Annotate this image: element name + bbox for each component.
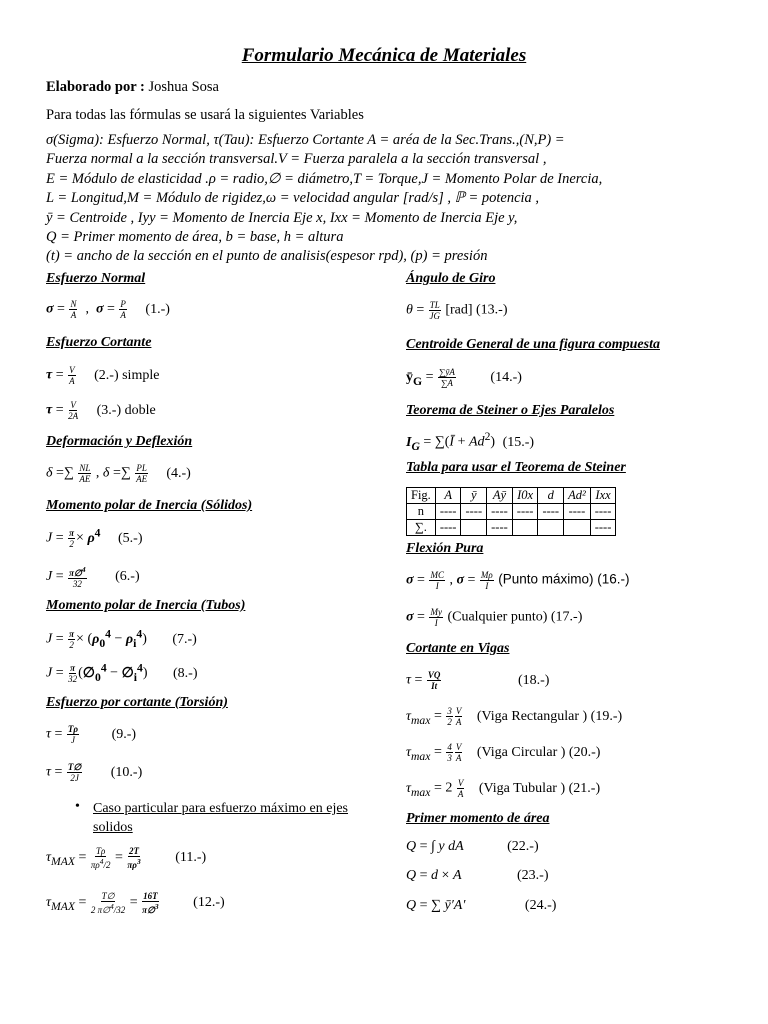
bullet-point: • xyxy=(75,799,80,814)
variables-block xyxy=(46,131,736,267)
equation-number: (Punto máximo) (16.-) xyxy=(498,571,630,587)
formula-12: $\tau_{MAX}$ = $\frac{T\emptyset}{2 \pi\emptyset^4/32}$ = $\frac{16T}{\pi\emptyset^3}$ (12.-) xyxy=(46,891,225,915)
formula-13: θ = $\frac{TL}{JG}$ [rad] (13.-) xyxy=(406,300,508,321)
equation-number: [rad] (13.-) xyxy=(445,302,508,318)
formula-19: $\tau_{max}$ = $\frac{3}{2}$ $\frac{V}{A}$ (Viga Rectangular ) (19.-) xyxy=(406,706,623,727)
formula-24: Q = ∑ ȳ′A′ (24.-) xyxy=(406,898,557,913)
table-cell: ---- xyxy=(590,520,616,536)
formula-22: Q = ∫ y dA (22.-) xyxy=(406,839,539,854)
table-cell: ---- xyxy=(435,504,461,520)
equation-number: (3.-) doble xyxy=(96,402,156,418)
table-cell: ---- xyxy=(487,520,513,536)
formula-5: J = $\frac{\pi}{2}$ × $\rho^4$ (5.-) xyxy=(46,526,143,549)
equation-number: (12.-) xyxy=(193,895,225,911)
equation-number: (Viga Tubular ) (21.-) xyxy=(478,780,601,796)
equation-number: (9.-) xyxy=(111,726,137,742)
heading-cortante-vigas: Cortante en Vigas xyxy=(406,641,510,656)
table-cell xyxy=(461,520,487,536)
formula-9: τ = $\frac{T\rho}{J}$ (9.-) xyxy=(46,724,137,745)
equation-number: (6.-) xyxy=(115,569,140,585)
equation-number: (14.-) xyxy=(490,369,522,385)
equation-number: (1.-) xyxy=(145,301,170,317)
variables-line: ȳ = Centroide , Iyy = Momento de Inercia Eje x, Ixx = Momento de Inercia Eje y, xyxy=(46,209,518,226)
table-cell: ---- xyxy=(461,504,487,520)
equation-number: (Viga Rectangular ) (19.-) xyxy=(476,708,623,724)
heading-esfuerzo-cortante: Esfuerzo Cortante xyxy=(46,335,152,350)
table-cell: ---- xyxy=(512,504,538,520)
table-cell: ---- xyxy=(564,504,591,520)
heading-primer-momento: Primer momento de área xyxy=(406,811,550,826)
formula-8: J = $\frac{\pi}{32}$ ($\emptyset_0^4$ − $\emptyset_i^4$) (8.-) xyxy=(46,661,198,684)
table-cell: I0x xyxy=(512,488,538,504)
page-title: Formulario Mecánica de Materiales xyxy=(241,45,527,66)
variables-line: L = Longitud,M = Módulo de rigidez,ω = velocidad angular [rad/s] , ℙ = potencia , xyxy=(46,190,540,207)
equation-number: (23.-) xyxy=(517,868,549,883)
heading-polar-tubos: Momento polar de Inercia (Tubos) xyxy=(46,598,246,613)
table-cell: d xyxy=(538,488,564,504)
table-cell: ȳ xyxy=(461,488,487,504)
equation-number: (5.-) xyxy=(118,530,143,546)
heading-deformacion: Deformación y Deflexión xyxy=(46,434,193,449)
heading-torsion: Esfuerzo por cortante (Torsión) xyxy=(46,695,228,710)
author-line xyxy=(46,79,219,96)
heading-steiner: Teorema de Steiner o Ejes Paralelos xyxy=(406,403,615,418)
formula-17: σ = $\frac{My}{I}$ (Cualquier punto) (17.-) xyxy=(406,607,583,628)
table-cell: Ixx xyxy=(590,488,616,504)
table-cell: ---- xyxy=(590,504,616,520)
formula-6: J = $\frac{\pi\emptyset^4}{32}$ (6.-) xyxy=(46,565,140,589)
formula-3: τ = $\frac{V}{2A}$ (3.-) doble xyxy=(46,400,156,421)
author-name: Joshua Sosa xyxy=(144,79,219,95)
formula-1: σ = $\frac{N}{A}$ , σ = $\frac{P}{A}$ (1.-) xyxy=(46,299,170,320)
equation-number: (Cualquier punto) (17.-) xyxy=(447,609,583,625)
formula-2: τ = $\frac{V}{A}$ (2.-) simple xyxy=(46,365,160,386)
steiner-table xyxy=(406,487,616,536)
formula-10: τ = $\frac{T\emptyset}{2J}$ (10.-) xyxy=(46,762,143,783)
formula-7: J = $\frac{\pi}{2}$ × $(\rho_0^4 - \rho_i^4)$ (7.-) xyxy=(46,627,197,650)
table-cell: ---- xyxy=(435,520,461,536)
equation-number: (10.-) xyxy=(110,764,143,780)
equation-number: (11.-) xyxy=(175,850,207,866)
formula-14: $ȳ_G$ = $\frac{\sum ȳA}{\sum A}$ (14.-) xyxy=(406,367,522,388)
heading-esfuerzo-normal: Esfuerzo Normal xyxy=(46,271,146,286)
equation-number: (2.-) simple xyxy=(94,367,160,383)
variables-line: Fuerza normal a la sección transversal.V = Fuerza paralela a la sección transversal , xyxy=(46,151,547,168)
table-row xyxy=(407,520,616,536)
table-cell xyxy=(512,520,538,536)
table-cell: ∑. xyxy=(407,520,436,536)
variables-line: (t) = ancho de la sección en el punto de analisis(espesor rpd), (p) = presión xyxy=(46,248,488,265)
formula-23: Q = d × A (23.-) xyxy=(406,868,549,883)
equation-number: (15.-) xyxy=(502,434,535,450)
table-cell: A xyxy=(435,488,461,504)
table-cell: Ad² xyxy=(564,488,591,504)
table-cell: Aȳ xyxy=(487,488,513,504)
heading-flexion-pura: Flexión Pura xyxy=(406,541,484,556)
variables-line: E = Módulo de elasticidad .ρ = radio,∅ = diámetro,T = Torque,J = Momento Polar de Inercia, xyxy=(46,170,603,187)
equation-number: (7.-) xyxy=(172,631,197,647)
formula-18: τ = $\frac{VQ}{It}$ (18.-) xyxy=(406,670,550,691)
table-cell: n xyxy=(407,504,436,520)
intro-text: Para todas las fórmulas se usará la siguientes Variables xyxy=(46,107,364,123)
equation-number: (24.-) xyxy=(524,898,557,913)
equation-number: (22.-) xyxy=(507,839,539,854)
variables-line: σ(Sigma): Esfuerzo Normal, τ(Tau): Esfuerzo Cortante A = aréa de la Sec.Trans.,(N,P) = xyxy=(46,132,565,148)
heading-polar-solidos: Momento polar de Inercia (Sólidos) xyxy=(46,498,253,513)
equation-number: (18.-) xyxy=(517,672,550,688)
equation-number: (4.-) xyxy=(166,465,191,481)
table-cell xyxy=(564,520,591,536)
table-cell xyxy=(538,520,564,536)
heading-angulo-giro: Ángulo de Giro xyxy=(406,271,496,286)
formula-16: σ = $\frac{MC}{I}$ , σ = $\frac{M\rho}{I}$ (Punto máximo) (16.-) xyxy=(406,570,630,591)
heading-tabla-steiner: Tabla para usar el Teorema de Steiner xyxy=(406,460,626,475)
table-header-row xyxy=(407,488,616,504)
formula-4: δ =∑ $\frac{NL}{AE}$ , δ =∑ $\frac{PL}{AE}$ (4.-) xyxy=(46,463,191,484)
equation-number: (Viga Circular ) (20.-) xyxy=(476,744,601,760)
variables-line: Q = Primer momento de área, b = base, h = altura xyxy=(46,229,344,246)
heading-centroide: Centroide General de una figura compuesta xyxy=(406,337,660,352)
formula-15: $I_G$ = ∑(Ī + $Ad^2$) (15.-) xyxy=(406,430,535,453)
formula-21: $\tau_{max} = 2$ $\frac{V}{A}$ (Viga Tubular ) (21.-) xyxy=(406,778,601,799)
equation-number: (8.-) xyxy=(173,665,198,681)
table-cell: Fig. xyxy=(407,488,436,504)
table-cell: ---- xyxy=(487,504,513,520)
table-cell: ---- xyxy=(538,504,564,520)
author-label: Elaborado por : xyxy=(46,79,145,95)
caso-particular-text: Caso particular para esfuerzo máximo en ejes solidos xyxy=(93,801,349,835)
formula-11: $\tau_{MAX}$ = $\frac{T\rho}{\pi\rho^4/2}$ = $\frac{2T}{\pi\rho^3}$ (11.-) xyxy=(46,846,207,870)
formula-20: $\tau_{max}$ = $\frac{4}{3}$ $\frac{V}{A}$ (Viga Circular ) (20.-) xyxy=(406,742,601,763)
table-row xyxy=(407,504,616,520)
